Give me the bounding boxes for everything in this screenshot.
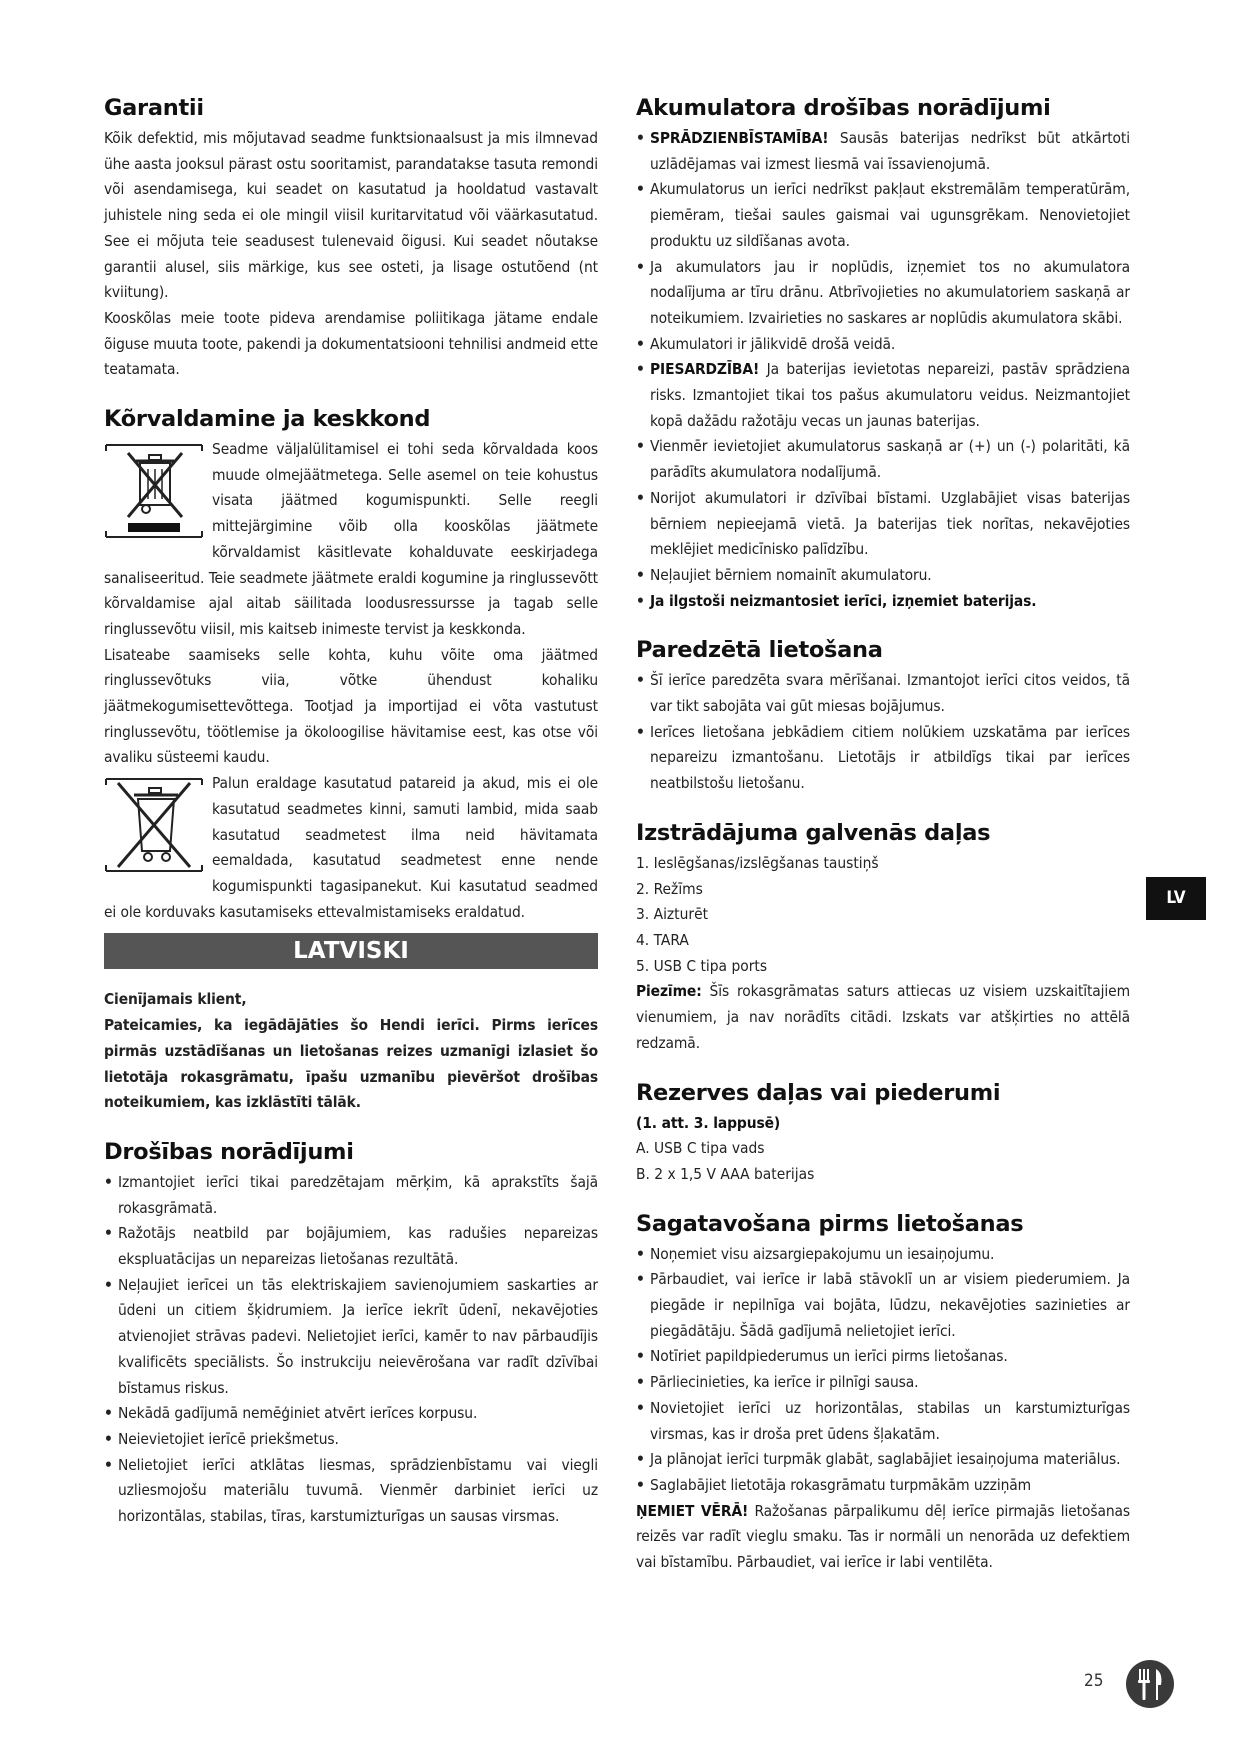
intro-greeting: Cienījamais klient, [104, 990, 247, 1009]
disposal-paragraph-1: Seadme väljalülitamisel ei tohi seda kõrvaldada koos muude olmejäätmetega. Selle asemel on teie kohustus visata jäätmed kogumispunkti. Selle reegli mittejärgimine võib olla kooskõlas jäätmete kõrvaldamist käsitlevate kohalduvate eeskirjadega sanaliseeritud. Teie seadmete jäätmete eraldi kogumine ja ringlussevõtt kõrvaldamise ajal aitab säilitada loodusressursse ja tagab selle ringlussevõtu viisil, mis kaitseb inimeste tervist ja keskkonda. [104, 440, 598, 638]
preparation-list [636, 1242, 1130, 1499]
list-item: 2. Režīms [636, 879, 703, 898]
garantii-paragraph-1: Kõik defektid, mis mõjutavad seadme funktsionaalsust ja mis ilmnevad ühe aasta jooksul pärast ostu sooritamist, parandatakse tasuta remondi või asendamisega, kui seadet on kasutatud ja hooldatud vastavalt juhistele ning seda ei ole mingil viisil kuritarvitatud või väärkasutatud. See ei mõjuta teie seadusest tulenevaid õigusi. Kui seadet nõutakse garantii alusel, siis märkige, kus see osteti, ja lisage ostutõend (nt kviitung). [104, 129, 598, 302]
list-item: • Izmantojiet ierīci tikai paredzētajam mērķim, kā aprakstīts šajā rokasgrāmatā. [104, 1170, 598, 1221]
list-item: • Vienmēr ievietojiet akumulatorus saskaņā ar (+) un (-) polaritāti, kā parādīts akumulatora nodalījumā. [636, 434, 1130, 485]
intro-text: Pateicamies, ka iegādājāties šo Hendi ierīci. Pirms ierīces pirmās uzstādīšanas un lietošanas reizes uzmanīgi izlasiet šo lietotāja rokasgrāmatu, īpašu uzmanību pievēršot drošības noteikumiem, kas izklāstīti tālāk. [104, 1016, 598, 1112]
right-column [636, 94, 1130, 1576]
cutlery-logo-icon [1125, 1659, 1175, 1709]
list-item: • Pārliecinieties, ka ierīce ir pilnīgi sausa. [636, 1370, 1130, 1396]
list-item: • Nelietojiet ierīci atklātas liesmas, sprādzienbīstamu vai viegli uzliesmojošu materiālu tuvumā. Vienmēr darbiniet ierīci uz horizontālas, stabilas, tīras, karstumizturīgas un sausas virsmas. [104, 1453, 598, 1530]
list-item: • Neievietojiet ierīcē priekšmetus. [104, 1427, 598, 1453]
safety-list [104, 1170, 598, 1530]
section-title-sagatavosana: Sagatavošana pirms lietošanas [636, 1210, 1024, 1237]
section-title-korvaldamine: Kõrvaldamine ja keskkond [104, 406, 431, 433]
battery-crossed-bin-icon [104, 771, 204, 879]
list-item: 1. Ieslēgšanas/izslēgšanas taustiņš [636, 853, 879, 872]
list-item: • Ja akumulators jau ir noplūdis, izņemiet tos no akumulatora nodalījuma ar tīru drānu. Atbrīvojieties no akumulatoriem saskaņā ar noteikumiem. Izvairieties no saskares ar noplūdis akumulatora skābi. [636, 255, 1130, 332]
intended-use-list [636, 668, 1130, 797]
battery-safety-list [636, 126, 1130, 614]
section-title-garantii: Garantii [104, 95, 204, 121]
list-item: • PIESARDZĪBA! Ja baterijas ievietotas nepareizi, pastāv sprādziena risks. Izmantojiet tikai tos pašus akumulatoru veidus. Neizmantojiet kopā dažādu ražotāju vecas un jaunas baterijas. [636, 357, 1130, 434]
section-title-akumulatora: Akumulatora drošības norādījumi [636, 95, 1051, 121]
language-banner: LATVISKI [104, 933, 598, 969]
list-item: • Ja plānojat ierīci turpmāk glabāt, saglabājiet iesaiņojuma materiālus. [636, 1447, 1130, 1473]
list-item: • Ražotājs neatbild par bojājumiem, kas radušies nepareizas ekspluatācijas un nepareizas lietošanas rezultātā. [104, 1221, 598, 1272]
preparation-warning: ŅEMIET VĒRĀ! Ražošanas pārpalikumu dēļ ierīce pirmajās lietošanas reizēs var radīt vieglu smaku. Tas ir normāli un nenorāda uz defektiem vai bīstamību. Pārbaudiet, vai ierīce ir labi ventilēta. [636, 1501, 1131, 1572]
accessories-reference: (1. att. 3. lappusē) [636, 1113, 781, 1132]
list-item: • Ierīces lietošana jebkādiem citiem nolūkiem uzskatāma par ierīces nepareizu izmantošanu. Lietotājs ir atbildīgs tikai par ierīces neatbilstošu lietošanu. [636, 720, 1130, 797]
list-item: B. 2 x 1,5 V AAA baterijas [636, 1164, 815, 1183]
list-item: • Notīriet papildpiederumus un ierīci pirms lietošanas. [636, 1344, 1130, 1370]
section-title-paredzeta: Paredzētā lietošana [636, 637, 883, 664]
disposal-paragraph-3: Palun eraldage kasutatud patareid ja akud, mis ei ole kasutatud seadmetes kinni, samuti lambid, mida saab kasutatud seadmetest ilma neid hävitamata eemaldada, kasutatud seadmetest enne nende kogumispunkti tagasipanekut. Kui kasutatud seadmed ei ole korduvaks kasutamiseks ettevalmistamiseks eraldatud. [104, 774, 598, 921]
left-column [104, 94, 598, 1530]
list-item: • Saglabājiet lietotāja rokasgrāmatu turpmākām uzziņām [636, 1473, 1130, 1499]
list-item: 4. TARA [636, 930, 689, 949]
list-item: • Pārbaudiet, vai ierīce ir labā stāvoklī un ar visiem piederumiem. Ja piegāde ir nepilnīga vai bojāta, lūdzu, nekavējoties sazinieties ar piegādātāju. Šādā gadījumā nelietojiet ierīci. [636, 1267, 1130, 1344]
list-item: • Neļaujiet ierīcei un tās elektriskajiem savienojumiem saskarties ar ūdeni un citiem šķidrumiem. Ja ierīce iekrīt ūdenī, nekavējoties atvienojiet strāvas padevi. Nelietojiet ierīci, kamēr to nav pārbaudījis kvalificēts speciālists. Šo instrukciju neievērošana var radīt dzīvībai bīstamus riskus. [104, 1273, 598, 1402]
section-title-dalas: Izstrādājuma galvenās daļas [636, 819, 991, 846]
list-item: • Neļaujiet bērniem nomainīt akumulatoru. [636, 563, 1130, 589]
language-tab: LV [1146, 877, 1206, 920]
list-item: 5. USB C tipa ports [636, 956, 768, 975]
list-item: • Novietojiet ierīci uz horizontālas, stabilas un karstumizturīgas virsmas, kas ir droša pret ūdens šļakatām. [636, 1396, 1130, 1447]
weee-crossed-bin-icon [104, 437, 204, 545]
page-number: 25 [1084, 1671, 1104, 1691]
disposal-paragraph-2: Lisateabe saamiseks selle kohta, kuhu võite oma jäätmed ringlussevõtuks viia, võtke ühendust kohaliku jäätmekogumisettevõttega. Tootjad ja importijad ei võta vastutust ringlussevõtu, töötlemise ja ökoloogilise hävitamise eest, kas otse või avaliku süsteemi kaudu. [104, 645, 598, 767]
disposal-block-1 [104, 437, 598, 643]
list-item: • Akumulatorus un ierīci nedrīkst pakļaut ekstremālām temperatūrām, piemēram, tiešai saules gaismai vai ugunsgrēkam. Nenovietojiet produktu uz sildīšanas avota. [636, 177, 1130, 254]
garantii-paragraph-2: Kooskõlas meie toote pideva arendamise poliitikaga jätame endale õiguse muuta toote, pakendi ja dokumentatsiooni tehnilisi andmeid ette teatamata. [104, 308, 598, 379]
main-parts-list [636, 851, 1130, 980]
list-item: • Akumulatori ir jālikvidē drošā veidā. [636, 332, 1130, 358]
accessories-list [636, 1136, 1130, 1187]
list-item: • Ja ilgstoši neizmantosiet ierīci, izņemiet baterijas. [636, 589, 1130, 615]
section-title-drosibas: Drošības norādījumi [104, 1138, 354, 1165]
parts-note: Piezīme: Šīs rokasgrāmatas saturs attiecas uz visiem uzskaitītajiem vienumiem, ja nav norādīts citādi. Izskats var atšķirties no attēlā redzamā. [636, 982, 1130, 1052]
list-item: • Norijot akumulatori ir dzīvībai bīstami. Uzglabājiet visas baterijas bērniem nepieejamā vietā. Ja baterijas tiek norītas, nekavējoties meklējiet medicīnisko palīdzību. [636, 486, 1130, 563]
list-item: A. USB C tipa vads [636, 1139, 765, 1158]
list-item: • SPRĀDZIENBĪSTAMĪBA! Sausās baterijas nedrīkst būt atkārtoti uzlādējamas vai izmest liesmā vai īssavienojumā. [636, 126, 1130, 177]
list-item: • Noņemiet visu aizsargiepakojumu un iesaiņojumu. [636, 1242, 1130, 1268]
list-item: 3. Aizturēt [636, 905, 709, 924]
disposal-block-2 [104, 771, 598, 925]
list-item: • Nekādā gadījumā nemēģiniet atvērt ierīces korpusu. [104, 1401, 598, 1427]
section-title-rezerves: Rezerves daļas vai piederumi [636, 1079, 1001, 1106]
list-item: • Šī ierīce paredzēta svara mērīšanai. Izmantojot ierīci citos veidos, tā var tikt sabojāta vai gūt miesas bojājumus. [636, 668, 1130, 719]
